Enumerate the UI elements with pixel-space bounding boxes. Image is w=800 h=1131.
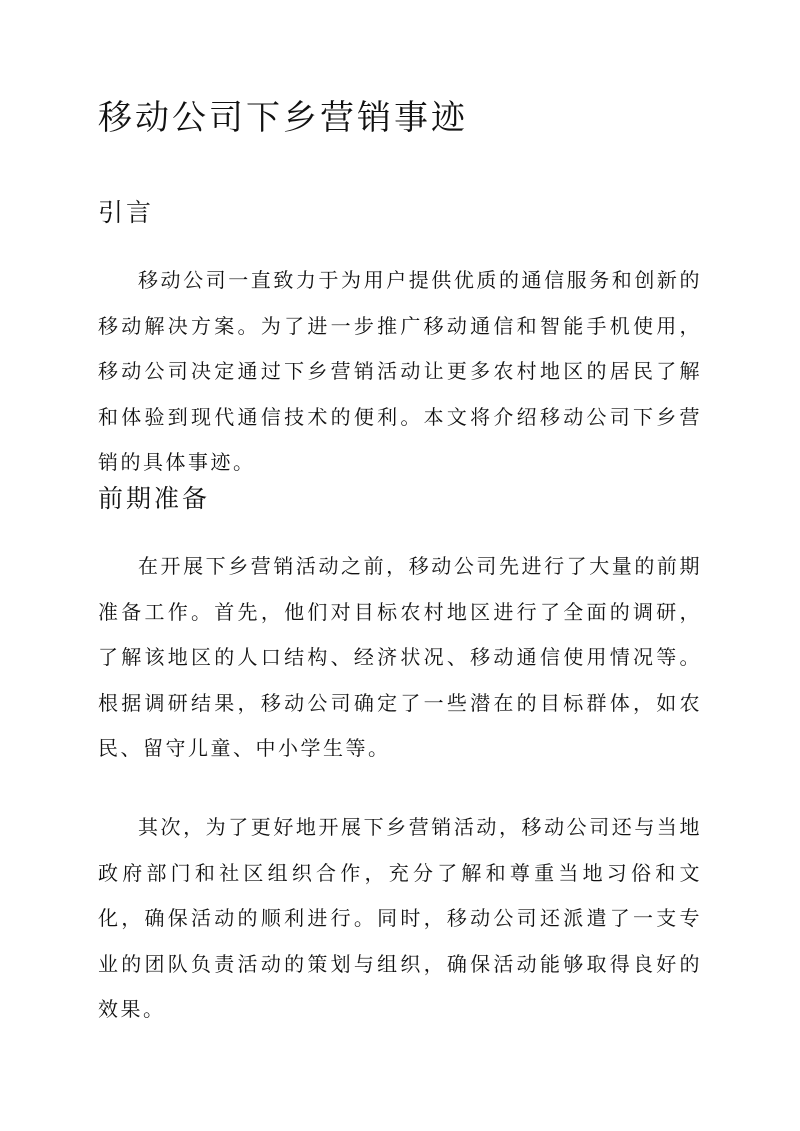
- preparation-paragraph-2: 其次，为了更好地开展下乡营销活动，移动公司还与当地政府部门和社区组织合作，充分了解和尊重当地习俗和文化，确保活动的顺利进行。同时，移动公司还派遣了一支专业的团队负责活动的策划与组织，确保活动能够取得良好的效果。: [98, 815, 702, 1021]
- introduction-paragraph: 移动公司一直致力于为用户提供优质的通信服务和创新的移动解决方案。为了进一步推广移动通信和智能手机使用，移动公司决定通过下乡营销活动让更多农村地区的居民了解和体验到现代通信技术的便利。本文将介绍移动公司下乡营销的具体事迹。: [98, 268, 702, 474]
- preparation-paragraph-1: 在开展下乡营销活动之前，移动公司先进行了大量的前期准备工作。首先，他们对目标农村地区进行了全面的调研，了解该地区的人口结构、经济状况、移动通信使用情况等。根据调研结果，移动公司确定了一些潜在的目标群体，如农民、留守儿童、中小学生等。: [98, 554, 702, 760]
- document-title: 移动公司下乡营销事迹: [98, 98, 468, 138]
- section-heading-preparation: 前期准备: [98, 484, 211, 513]
- section-heading-introduction: 引言: [98, 198, 155, 227]
